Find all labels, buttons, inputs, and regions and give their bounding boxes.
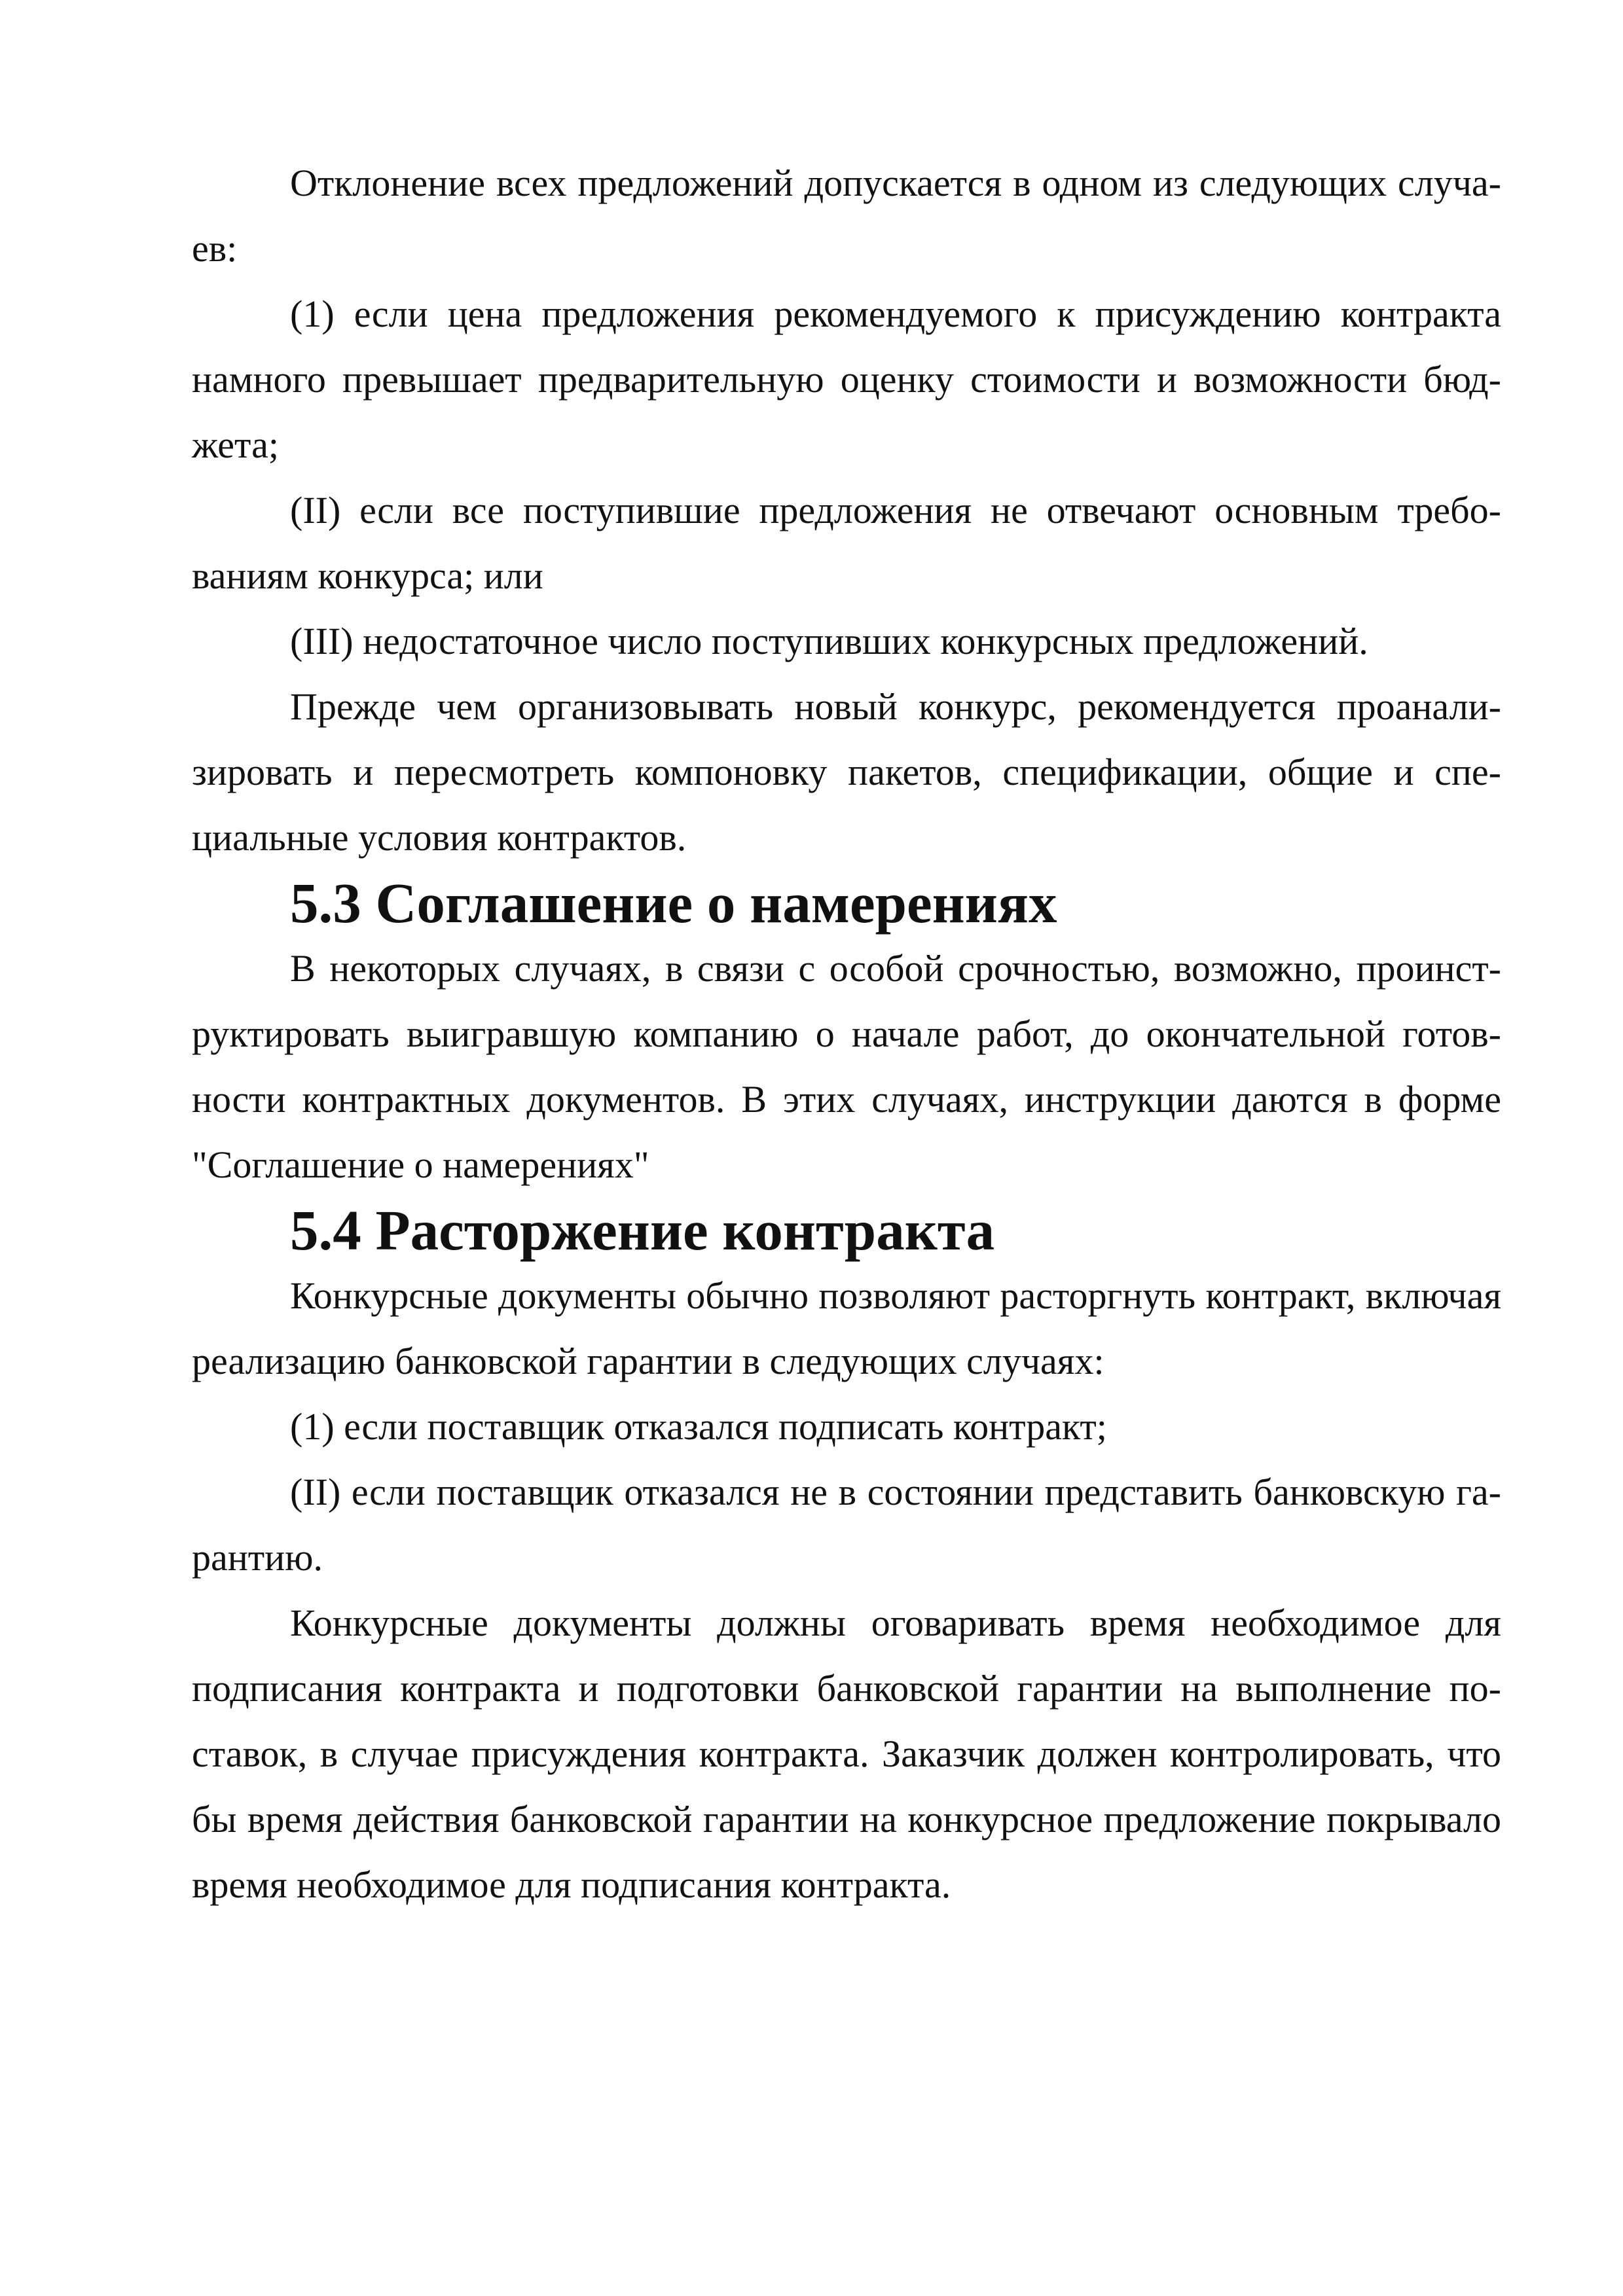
- paragraph-case-2: (II) если все поступившие предложения не отвечают основным требованиям конкурса; или: [192, 489, 1501, 597]
- document-body: [192, 151, 1501, 1918]
- section-heading-5-3: 5.3 Соглашение о намерениях: [290, 871, 1057, 935]
- paragraph-case-3: (III) недостаточное число поступивших конкурсных предложений.: [290, 620, 1368, 662]
- paragraph-letter-of-intent: В некоторых случаях, в связи с особой срочностью, возможно, проинструктировать выигравшую компанию о начале работ, до окончательной готовности контрактных документов. В этих случаях, инструкции даются в форме "Соглашение о намерениях": [192, 947, 1501, 1186]
- paragraph-signing-time: Конкурсные документы должны оговаривать время необходимое для подписания контракта и подготовки банковской гарантии на выполнение поставок, в случае присуждения контракта. Заказчик должен контролировать, что бы время действия банковской гарантии на конкурсное предложение покрывало время необходимое для подписания контракта.: [192, 1602, 1501, 1906]
- paragraph-termination-case-2: (II) если поставщик отказался не в состоянии представить банковскую гарантию.: [192, 1471, 1501, 1579]
- section-heading-5-4: 5.4 Расторжение контракта: [290, 1198, 995, 1262]
- paragraph-case-1: (1) если цена предложения рекомендуемого к присуждению контракта намного превышает предварительную оценку стоимости и возможности бюджета;: [192, 293, 1501, 466]
- paragraph-new-tender-advice: Прежде чем организовывать новый конкурс, рекомендуется проанализировать и пересмотреть компоновку пакетов, спецификации, общие и специальные условия контрактов.: [192, 685, 1501, 859]
- paragraph-termination-intro: Конкурсные документы обычно позволяют расторгнуть контракт, включая реализацию банковской гарантии в следующих случаях:: [192, 1274, 1501, 1382]
- paragraph-termination-case-1: (1) если поставщик отказался подписать контракт;: [290, 1405, 1107, 1448]
- paragraph-rejection-intro: Отклонение всех предложений допускается в одном из следующих случаев:: [192, 162, 1501, 270]
